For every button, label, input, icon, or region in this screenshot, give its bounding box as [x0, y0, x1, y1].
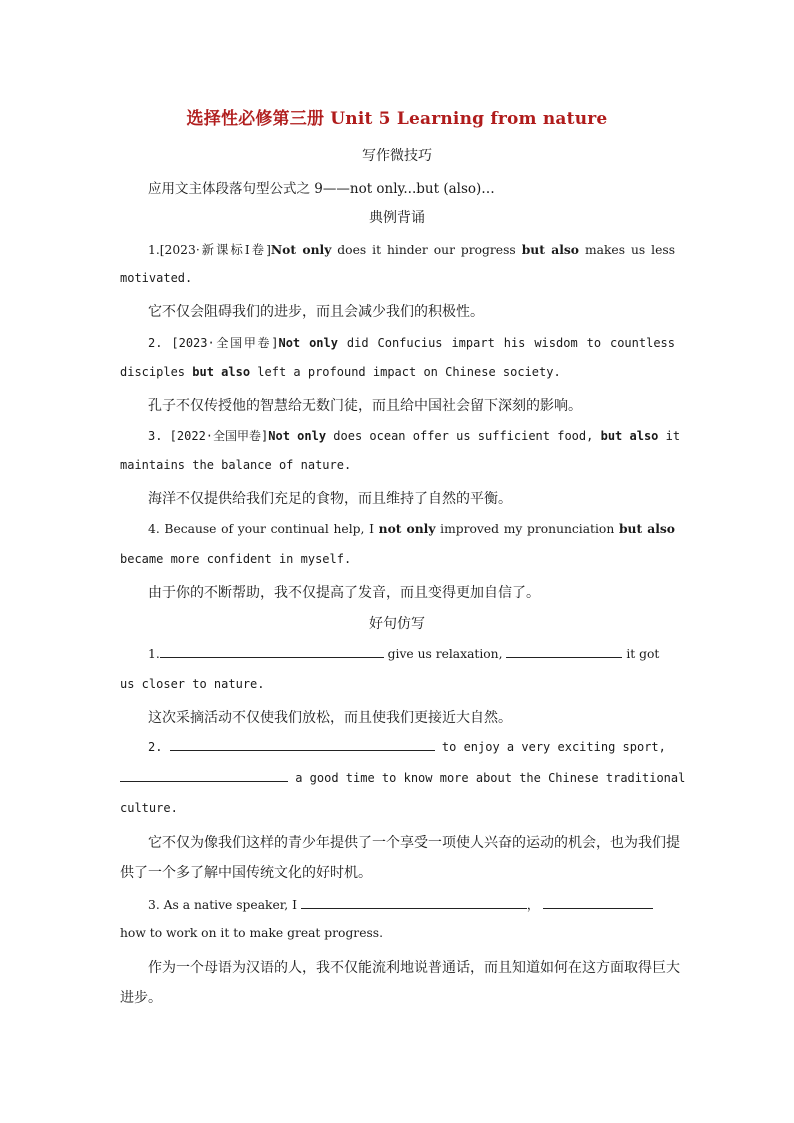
- example-2-line2-end: left a profound impact on Chinese society.: [250, 365, 561, 379]
- practice-3-translation-1: 作为一个母语为汉语的人，我不仅能流利地说普通话，而且知道如何在这方面取得巨大: [148, 960, 680, 976]
- practice-1-line-1: [148, 646, 675, 661]
- example-4-not-only: not only: [378, 521, 436, 536]
- example-2-but-also: but also: [192, 365, 251, 379]
- practice-2-translation-2: 供了一个多了解中国传统文化的好时机。: [120, 865, 372, 881]
- example-2-line2-start: disciples: [120, 365, 193, 379]
- practice-2-line-2: [120, 770, 686, 785]
- practice-3-comma: ，: [526, 898, 540, 912]
- section-heading-examples: 典例背诵: [369, 210, 425, 226]
- example-2-not-only: Not only: [278, 336, 338, 350]
- example-2-text: did Confucius impart his wisdom to countless: [337, 336, 675, 350]
- practice-3-line-2: how to work on it to make great progress.: [120, 926, 383, 940]
- practice-2-number: 2.: [148, 740, 163, 754]
- example-2-translation: 孔子不仅传授他的智慧给无数门徒，而且给中国社会留下深刻的影响。: [148, 398, 582, 414]
- example-4-but-also: but also: [618, 521, 675, 536]
- practice-2-line-3: culture.: [120, 801, 178, 815]
- practice-1-text: give us relaxation,: [383, 647, 507, 661]
- example-3-line-2: maintains the balance of nature.: [120, 458, 352, 472]
- practice-3-blank-1[interactable]: [301, 897, 527, 909]
- example-3-line-1: [148, 427, 681, 444]
- example-1-not-only: Not only: [270, 242, 332, 257]
- formula-line: 应用文主体段落句型公式之 9——not only...but (also)…: [148, 181, 495, 197]
- example-3-but-also: but also: [600, 429, 659, 443]
- example-4-text: improved my pronunciation: [435, 522, 619, 536]
- practice-3-translation-2: 进步。: [120, 990, 162, 1006]
- example-3-text: does ocean offer us sufficient food,: [326, 429, 601, 443]
- example-1-line-2: motivated.: [120, 271, 193, 285]
- example-3-not-only: Not only: [268, 429, 327, 443]
- practice-2-blank-1[interactable]: [170, 739, 435, 751]
- example-3-text-end: it: [658, 429, 681, 443]
- example-2-line-2: [120, 365, 675, 379]
- example-1-text-end: makes us less: [579, 243, 676, 257]
- example-1-source: 1.[2023·新课标Ⅰ卷]: [148, 243, 271, 257]
- section-heading-writing: 写作微技巧: [362, 148, 432, 164]
- example-1-line-1: [148, 240, 675, 258]
- practice-1-blank-1[interactable]: [160, 646, 384, 658]
- example-4-translation: 由于你的不断帮助，我不仅提高了发音，而且变得更加自信了。: [148, 585, 540, 601]
- example-4-text-start: 4. Because of your continual help, I: [148, 522, 379, 536]
- page-title: 选择性必修第三册 Unit 5 Learning from nature: [186, 109, 608, 129]
- example-4-line-2: became more confident in myself.: [120, 552, 352, 566]
- practice-3-blank-2[interactable]: [543, 897, 653, 909]
- practice-3-line-1: [148, 895, 675, 913]
- practice-2-translation-1: 它不仅为像我们这样的青少年提供了一个享受一项使人兴奋的运动的机会，也为我们提: [148, 835, 680, 851]
- practice-2-line-1: [148, 739, 675, 754]
- example-3-source: 3. [2022·全国甲卷]: [148, 429, 269, 443]
- example-3-translation: 海洋不仅提供给我们充足的食物，而且维持了自然的平衡。: [148, 491, 512, 507]
- practice-1-number: 1.: [148, 647, 160, 661]
- example-1-translation: 它不仅会阻碍我们的进步，而且会减少我们的积极性。: [148, 304, 484, 320]
- example-1-text: does it hinder our progress: [331, 243, 522, 257]
- example-2-line-1: [148, 334, 675, 351]
- practice-1-blank-2[interactable]: [506, 646, 622, 658]
- practice-3-text-start: 3. As a native speaker, I: [148, 898, 301, 912]
- example-4-line-1: [148, 521, 675, 536]
- practice-1-line-2: us closer to nature.: [120, 677, 265, 691]
- practice-1-translation: 这次采摘活动不仅使我们放松，而且使我们更接近大自然。: [148, 710, 512, 726]
- practice-2-text-end: a good time to know more about the Chinese traditional: [288, 771, 686, 785]
- example-1-but-also: but also: [521, 242, 580, 257]
- practice-2-text: to enjoy a very exciting sport,: [434, 740, 666, 754]
- example-2-source: 2. [2023·全国甲卷]: [148, 336, 279, 350]
- practice-2-blank-2[interactable]: [120, 770, 288, 782]
- section-heading-practice: 好句仿写: [369, 616, 425, 632]
- practice-1-text-end: it got: [622, 647, 660, 661]
